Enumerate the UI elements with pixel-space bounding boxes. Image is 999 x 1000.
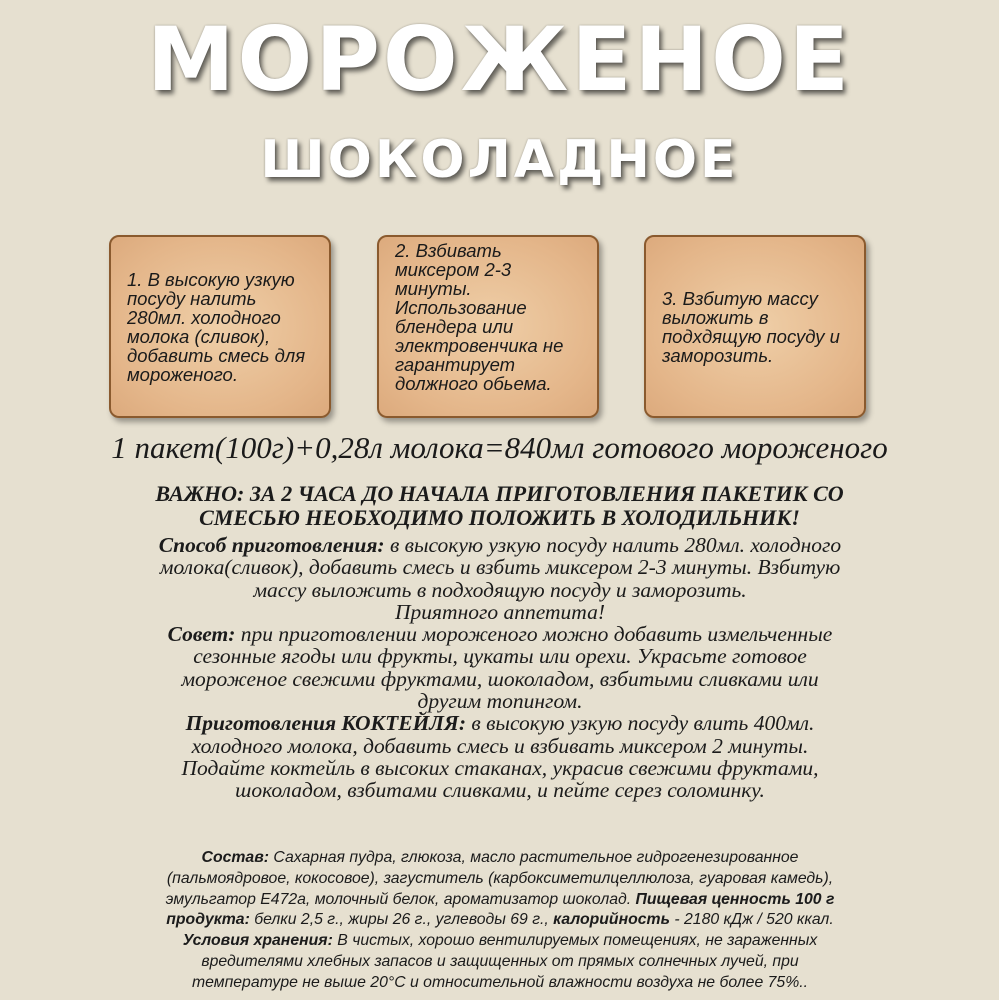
page-subtitle: ШОКОЛАДНОЕ [260,130,739,190]
page-title: МОРОЖЕНОЕ [146,8,853,111]
step-box-1 [109,235,331,418]
composition-paragraph [60,848,940,931]
yield-formula: 1 пакет(100г)+0,28л молока=840мл готового мороженого [111,430,888,465]
composition-label: Состав: [201,849,270,866]
instructions [60,534,940,802]
method-text: в высокую узкую посуду налить 280мл. холодного молока(сливок), добавить смесь и взбить миксером 2-3 минуты. Взбитую массу выложить в подходящую посуду и заморозить. [159,533,842,602]
cocktail-label: Приготовления КОКТЕЙЛЯ: [185,711,467,736]
step-text-2: 2. Взбивать миксером 2-3 минуты. Использование блендера или электровенчика не гарантирует должного обьема. [395,240,564,394]
storage-text: В чистых, хорошо вентилируемых помещениях, не зараженных вредителями хлебных запасов и защищенных от прямых солнечных лучей, при температуре не выше 20°С и относительной влажности воздуха не более 75%.. [191,932,818,991]
step-box-2 [377,235,599,418]
cocktail-text: в высокую узкую посуду влить 400мл. холодного молока, добавить смесь и взбивать миксером 2 минуты. Подайте коктейль в высоких стаканах, украсив свежими фруктами, шоколадом, взбитами сливками, и пейте серез соломинку. [181,711,819,803]
method-paragraph [60,534,940,601]
step-text-1: 1. В высокую узкую посуду налить 280мл. холодного молока (сливок), добавить смесь для мороженого. [127,268,306,385]
step-text-3: 3. Взбитую массу выложить в подхдящую посуду и заморозить. [662,287,840,366]
composition-text: Сахарная пудра, глюкоза, масло растительное гидрогенезированное (пальмоядровое, кокосовое), загуститель (карбоксиметилцеллюлоза, гуаровая камедь), эмульгатор Е472а, молочный белок, ароматизатор шоколад. [165,849,834,908]
calories-text: - 2180 кДж / 520 ккал. [669,911,834,929]
warning-notice: ВАЖНО: ЗА 2 ЧАСА ДО НАЧАЛА ПРИГОТОВЛЕНИЯ ПАКЕТИК СО СМЕСЬЮ НЕОБХОДИМО ПОЛОЖИТЬ В ХОЛОДИЛЬНИК! [155,481,844,530]
bon-appetit: Приятного аппетита! [395,599,605,624]
advice-paragraph [60,623,940,712]
cocktail-paragraph [60,712,940,801]
nutrition-text: белки 2,5 г., жиры 26 г., углеводы 69 г., [249,911,554,929]
calories-label: калорийность [553,911,670,929]
step-box-3 [644,235,866,418]
method-label: Способ приготовления: [158,533,385,557]
storage-label: Условия хранения: [182,932,333,950]
nutrition-label: Пищевая ценность 100 г продукта: [166,890,835,929]
storage-paragraph [60,931,940,993]
advice-text: при приготовлении мороженого можно добавить измельченные сезонные ягоды или фрукты, цукаты или орехи. Украсьте готовое мороженое свежими фруктами, шоколадом, взбитыми сливками или другим топингом. [181,622,833,714]
advice-label: Совет: [167,622,236,647]
composition-block [60,848,940,994]
